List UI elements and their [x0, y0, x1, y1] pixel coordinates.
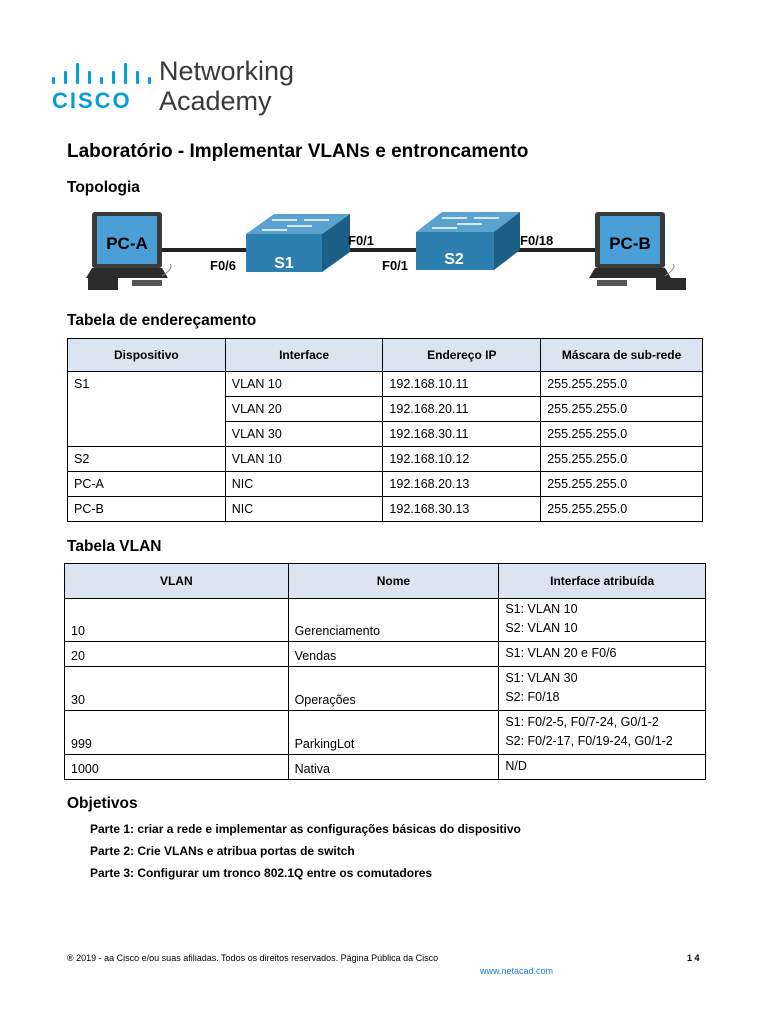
iface-line: N/D: [505, 759, 527, 773]
port-s1-pca: F0/6: [210, 258, 237, 273]
table-cell: 192.168.10.12: [383, 447, 541, 472]
table-cell: 20: [65, 642, 289, 667]
pc-b-label: PC-B: [609, 234, 651, 253]
table-cell: S1: [68, 372, 226, 447]
table-row: [65, 642, 706, 667]
port-s2-pcb: F0/18: [520, 233, 554, 248]
iface-line: S1: F0/2-5, F0/7-24, G0/1-2: [505, 715, 659, 729]
table-row: [68, 447, 703, 472]
table-cell: 192.168.20.13: [383, 472, 541, 497]
cisco-networking-academy-logo: [52, 58, 312, 120]
table-cell: PC-A: [68, 472, 226, 497]
table-cell: 1000: [65, 755, 289, 780]
addressing-heading: Tabela de endereçamento: [67, 312, 257, 329]
table-cell: 192.168.30.13: [383, 497, 541, 522]
s2-label: S2: [444, 251, 464, 268]
table-cell: NIC: [225, 497, 383, 522]
iface-line: S2: F0/18: [505, 690, 560, 704]
table-cell: Gerenciamento: [288, 599, 499, 642]
table-cell: 192.168.30.11: [383, 422, 541, 447]
table-cell: Operações: [288, 667, 499, 711]
switch-s1-icon: [246, 214, 350, 272]
objective-item: Parte 3: Configurar um tronco 802.1Q entre os comutadores: [90, 866, 433, 880]
table-cell: VLAN 10: [225, 372, 383, 397]
topology-heading: Topologia: [67, 179, 140, 196]
table-header-row: [68, 339, 703, 372]
objective-item: Parte 1: criar a rede e implementar as configurações básicas do dispositivo: [90, 822, 521, 836]
port-s2-s1: F0/1: [382, 258, 409, 273]
objectives-heading: Objetivos: [67, 795, 138, 812]
table-cell: VLAN 30: [225, 422, 383, 447]
page-number: 1 4: [687, 953, 700, 963]
table-cell: 255.255.255.0: [541, 472, 703, 497]
column-header: Máscara de sub-rede: [541, 339, 703, 372]
cisco-bars-icon: [52, 62, 150, 84]
table-cell: NIC: [225, 472, 383, 497]
table-row: [65, 667, 706, 711]
column-header: VLAN: [65, 564, 289, 599]
logo-academy: Academy: [159, 86, 272, 116]
pc-a-label: PC-A: [106, 234, 148, 253]
switch-s2-icon: [416, 212, 520, 270]
table-cell: 255.255.255.0: [541, 372, 703, 397]
table-cell: 192.168.20.11: [383, 397, 541, 422]
column-header: Interface: [225, 339, 383, 372]
s1-label: S1: [274, 255, 294, 272]
table-cell: 255.255.255.0: [541, 497, 703, 522]
table-cell: VLAN 10: [225, 447, 383, 472]
table-cell: 192.168.10.11: [383, 372, 541, 397]
topology-diagram: [82, 206, 692, 298]
footer-link[interactable]: www.netacad.com: [480, 966, 554, 976]
table-row: [68, 472, 703, 497]
column-header: Nome: [288, 564, 499, 599]
table-cell: Nativa: [288, 755, 499, 780]
logo-networking: Networking: [159, 56, 295, 86]
iface-line: S2: VLAN 10: [505, 621, 578, 635]
column-header: Interface atribuída: [499, 564, 706, 599]
table-cell: 255.255.255.0: [541, 422, 703, 447]
table-cell: 255.255.255.0: [541, 397, 703, 422]
port-s1-s2: F0/1: [348, 233, 375, 248]
pc-b-icon: [589, 212, 686, 290]
table-cell: [499, 667, 706, 711]
table-header-row: [65, 564, 706, 599]
table-cell: [499, 599, 706, 642]
vlan-heading: Tabela VLAN: [67, 538, 162, 555]
column-header: Endereço IP: [383, 339, 541, 372]
iface-line: S1: VLAN 10: [505, 602, 578, 616]
table-cell: [499, 755, 706, 780]
table-cell: Vendas: [288, 642, 499, 667]
cisco-wordmark: CISCO: [52, 88, 132, 113]
table-cell: 10: [65, 599, 289, 642]
table-cell: [499, 711, 706, 755]
table-cell: ParkingLot: [288, 711, 499, 755]
objective-item: Parte 2: Crie VLANs e atribua portas de switch: [90, 844, 355, 858]
table-row: [65, 711, 706, 755]
iface-line: S2: F0/2-17, F0/19-24, G0/1-2: [505, 734, 673, 748]
iface-line: S1: VLAN 20 e F0/6: [505, 646, 617, 660]
addressing-table: [67, 338, 703, 522]
table-row: [65, 755, 706, 780]
vlan-table: [64, 563, 706, 780]
page-title: Laboratório - Implementar VLANs e entroncamento: [67, 141, 529, 162]
pc-a-icon: [86, 212, 171, 290]
table-cell: VLAN 20: [225, 397, 383, 422]
table-cell: 255.255.255.0: [541, 447, 703, 472]
table-cell: 30: [65, 667, 289, 711]
column-header: Dispositivo: [68, 339, 226, 372]
iface-line: S1: VLAN 30: [505, 671, 578, 685]
table-row: [68, 497, 703, 522]
table-cell: [499, 642, 706, 667]
table-cell: 999: [65, 711, 289, 755]
footer-copyright: ® 2019 - aa Cisco e/ou suas afiliadas. Todos os direitos reservados. Página Pública da Cisco: [67, 953, 439, 963]
table-cell: PC-B: [68, 497, 226, 522]
table-row: [68, 372, 703, 397]
table-row: [65, 599, 706, 642]
table-cell: S2: [68, 447, 226, 472]
